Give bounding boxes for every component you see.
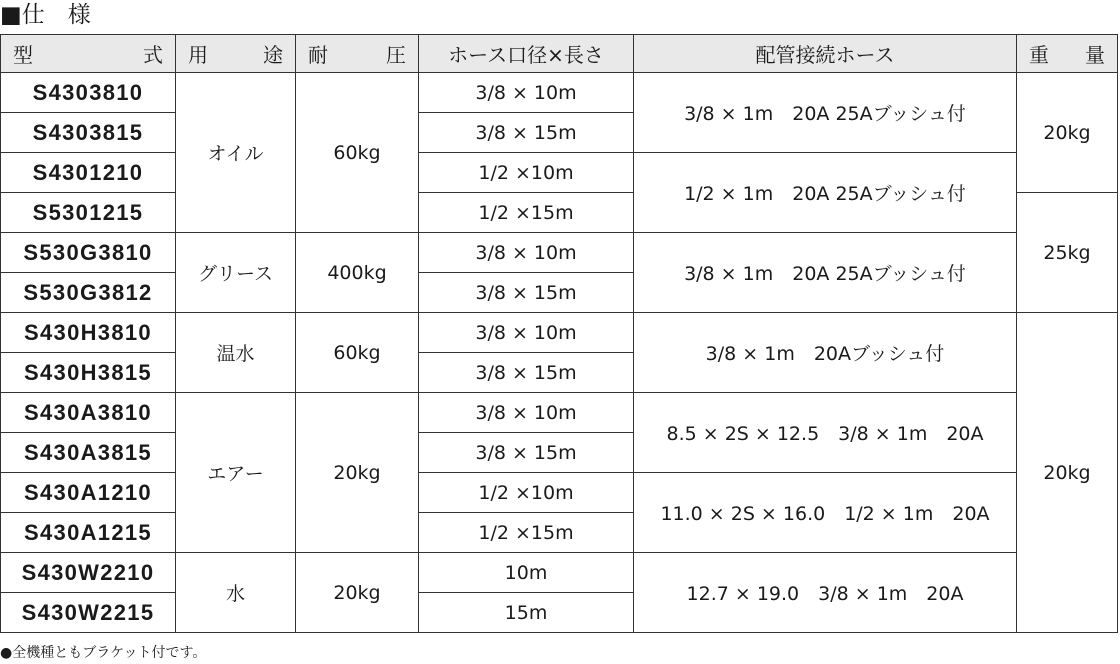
table-row [1, 393, 1118, 433]
hose-cell: 10m [419, 553, 634, 593]
pipe-cell: 3/8 × 1m 20Aブッシュ付 [634, 313, 1017, 393]
table-row [1, 233, 1118, 273]
model-cell: S430W2210 [1, 553, 176, 593]
model-cell: S4303810 [1, 73, 176, 113]
model-cell: S5301215 [1, 193, 176, 233]
hose-cell: 1/2 ×15m [419, 193, 634, 233]
header-hose: ホース口径×長さ [419, 35, 634, 73]
pipe-cell: 1/2 × 1m 20A 25Aブッシュ付 [634, 153, 1017, 233]
header-row [1, 35, 1118, 73]
model-cell: S430A3815 [1, 433, 176, 473]
pipe-cell: 12.7 × 19.0 3/8 × 1m 20A [634, 553, 1017, 633]
model-cell: S430A3810 [1, 393, 176, 433]
hose-cell: 3/8 × 10m [419, 393, 634, 433]
footnote: ●全機種ともブラケット付です。 [0, 645, 207, 661]
hose-cell: 3/8 × 15m [419, 273, 634, 313]
table-row [1, 553, 1118, 593]
hose-cell: 1/2 ×10m [419, 153, 634, 193]
pipe-cell: 3/8 × 1m 20A 25Aブッシュ付 [634, 73, 1017, 153]
hose-cell: 3/8 × 15m [419, 353, 634, 393]
table-row [1, 73, 1118, 113]
model-cell: S530G3812 [1, 273, 176, 313]
header-pressure: 耐 圧 [296, 35, 419, 73]
usage-cell: グリース [176, 233, 296, 313]
usage-cell: 水 [176, 553, 296, 633]
header-pipe: 配管接続ホース [634, 35, 1017, 73]
pipe-cell: 3/8 × 1m 20A 25Aブッシュ付 [634, 233, 1017, 313]
model-cell: S430H3810 [1, 313, 176, 353]
usage-cell: オイル [176, 73, 296, 233]
table-row [1, 313, 1118, 353]
pressure-cell: 60kg [296, 313, 419, 393]
hose-cell: 3/8 × 15m [419, 433, 634, 473]
spec-table [0, 34, 1118, 633]
hose-cell: 15m [419, 593, 634, 633]
hose-cell: 3/8 × 15m [419, 113, 634, 153]
pressure-cell: 400kg [296, 233, 419, 313]
model-cell: S430H3815 [1, 353, 176, 393]
weight-cell: 20kg [1017, 73, 1118, 193]
hose-cell: 3/8 × 10m [419, 233, 634, 273]
hose-cell: 3/8 × 10m [419, 73, 634, 113]
header-model: 型 式 [1, 35, 176, 73]
pressure-cell: 60kg [296, 73, 419, 233]
model-cell: S4303815 [1, 113, 176, 153]
section-title: ■仕 様 [0, 2, 91, 28]
weight-cell: 20kg [1017, 313, 1118, 633]
header-usage: 用 途 [176, 35, 296, 73]
table-row [1, 473, 1118, 513]
hose-cell: 1/2 ×10m [419, 473, 634, 513]
pressure-cell: 20kg [296, 553, 419, 633]
model-cell: S430A1210 [1, 473, 176, 513]
weight-cell: 25kg [1017, 193, 1118, 313]
hose-cell: 1/2 ×15m [419, 513, 634, 553]
hose-cell: 3/8 × 10m [419, 313, 634, 353]
pressure-cell: 20kg [296, 393, 419, 553]
table-row [1, 153, 1118, 193]
model-cell: S4301210 [1, 153, 176, 193]
model-cell: S430A1215 [1, 513, 176, 553]
model-cell: S530G3810 [1, 233, 176, 273]
usage-cell: 温水 [176, 313, 296, 393]
pipe-cell: 11.0 × 2S × 16.0 1/2 × 1m 20A [634, 473, 1017, 553]
model-cell: S430W2215 [1, 593, 176, 633]
usage-cell: エアー [176, 393, 296, 553]
pipe-cell: 8.5 × 2S × 12.5 3/8 × 1m 20A [634, 393, 1017, 473]
header-weight: 重 量 [1017, 35, 1118, 73]
